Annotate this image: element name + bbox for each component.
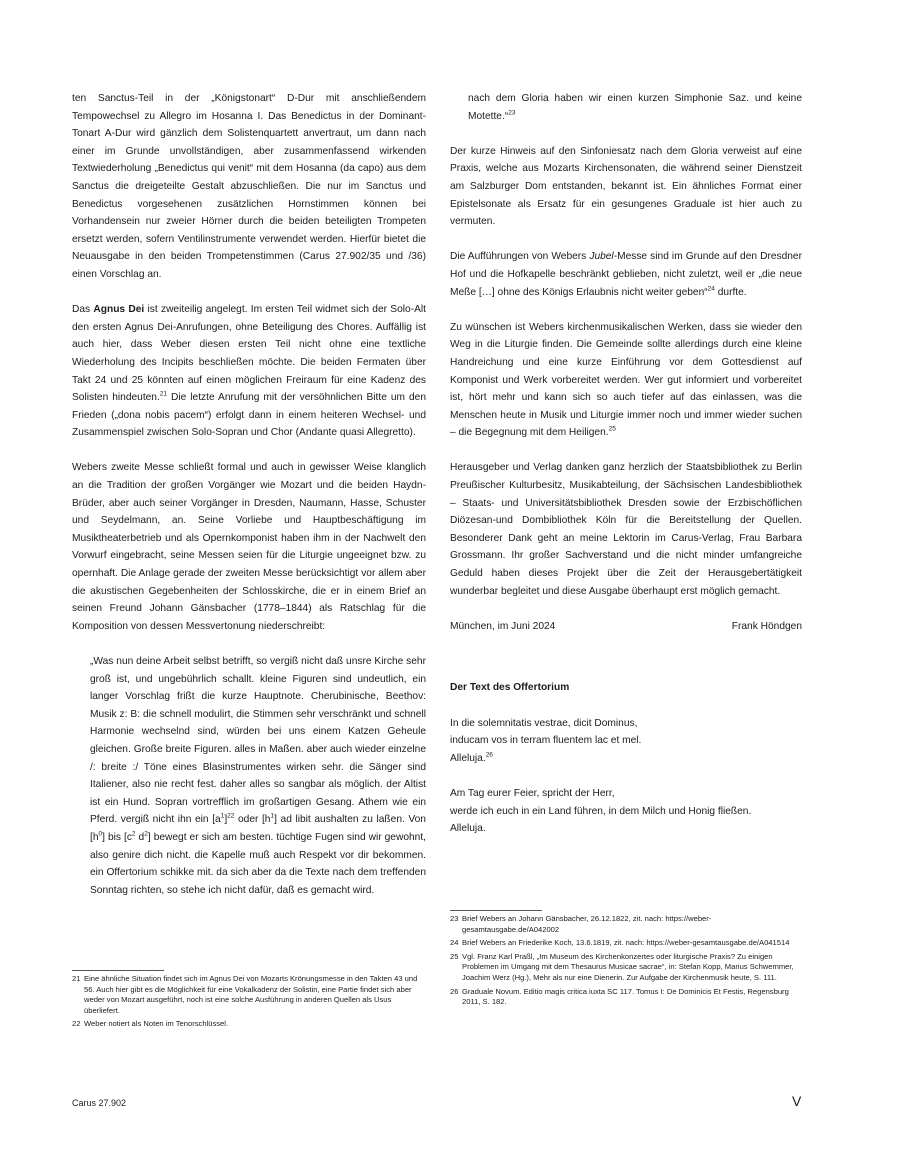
- footnote-text: Eine ähnliche Situation findet sich im Agnus Dei von Mozarts Krönungsmesse in den Takten 43 und 56. Auch hier gibt es die Möglichkeit für eine Vokalkadenz der Solistin, eine Partie findet sich aber weder von Mozart ausgeführt, noch ist eine solche Ausführung in anderen Quellen als Usus überliefert.: [84, 974, 418, 1015]
- footnote-ref-25[interactable]: 25: [608, 425, 616, 433]
- offertorium-heading: Der Text des Offertorium: [450, 682, 570, 694]
- footnote-ref-22[interactable]: 22: [227, 812, 235, 820]
- paragraph-wunsch: [450, 319, 802, 442]
- latin-text: [450, 715, 802, 768]
- text-run: Das: [72, 304, 94, 316]
- footnote-divider: [72, 970, 164, 971]
- paragraph-sanctus: ten Sanctus-Teil in der „Königstonart“ D-Dur mit anschließendem Tempowechsel zu Allegro im Hosanna I. Das Benedictus in der Dominant-Tonart A-Dur wird gänzlich dem Solistenquartett anvertraut, um dann nach einer im Grunde unvollständigen, aber zusammenfassend wirkenden Textwiederholung „Benedictus qui venit“ mit dem Hosanna (da capo) aus dem Sanctus die dreigeteilte Gestalt abzuschließen. Die nur im Sanctus und Benedictus vorgesehenen zusätzlichen Hornstimmen können bei Vorhandensein nur zweier Hörner durch die beiden beteiligten Trompeten ersetzt werden, sofern Ventilinstrumente verwendet werden. Hierfür bietet die Neuausgabe in den beiden Trompetenstimmen (Carus 27.902/35 und /36) einen Vorschlag an.: [72, 93, 426, 280]
- text-run: ] ad libit aushalten zu laßen. Von [h: [90, 814, 426, 843]
- footnote-23: [450, 914, 802, 935]
- text-run: Zu wünschen ist Webers kirchenmusikalischen Werken, dass sie wieder den Weg in die Liturgie finden. Die Gemeinde sollte allerdings durch eine kleine Handreichung und eine kurze Einführung vor dem Gottesdienst auf Komponist und Werk vorbereitet werden. Wer gut informiert und vorbereitet ist, hört mehr und kann sich so auch tiefer auf das einlassen, was die Menschen heute in Musik und Liturgie immer noch und immer wieder suchen – die Begegnung mit dem Heiligen.: [450, 321, 802, 439]
- quote-text: [90, 653, 426, 899]
- german-text: [450, 785, 802, 838]
- catalog-number: Carus 27.902: [72, 1098, 127, 1108]
- footnote-24: [450, 938, 802, 949]
- signature-row: [450, 618, 802, 636]
- footnote-text: Weber notiert als Noten im Tenorschlüssel.: [84, 1019, 229, 1029]
- footnote-number: 22: [72, 1019, 81, 1029]
- paragraph-auffuehrungen: [450, 248, 802, 301]
- latin-line: [450, 750, 802, 768]
- paragraph-dank: Herausgeber und Verlag danken ganz herzlich der Staatsbibliothek zu Berlin Preußischer Kulturbesitz, Musikabteilung, der Sächsischen Landesbibliothek – Staats- und Universitätsbibliothek Dresden sowie der Erzbischöflichen Diözesan-und Dombibliothek Köln für die Bereitstellung der Quellen. Besonderer Dank geht an meine Lektorin im Carus-Verlag, Frau Barbara Grossmann. Ihr großer Sachverstand und die nicht minder umfangreiche Geduld haben dieses Projekt über die Zeit der Herausgebertätigkeit wunderbar begleitet und diese Ausgabe überhaupt erst möglich gemacht.: [450, 462, 802, 597]
- text-run: -Messe sind im Grunde auf den Dresdner Hof und die Hofkapelle beschränkt geblieben, nicht zuletzt, weil er „die neue Meße […] ohne des Königs Erlaubnis nicht weiter geben“: [450, 251, 802, 298]
- footnote-number: 23: [450, 914, 459, 923]
- text-run: ist zweiteilig angelegt. Im ersten Teil widmet sich der Solo-Alt den ersten Agnus Dei-Anrufungen, ohne Beteiligung des Chores. Auffällig ist auch hier, dass Weber diesen ersten Teil nicht ohne eine textliche Wiederholung des Incipits beschließen möchte. Die beiden Fermaten über Takt 24 und 25 könnten auf einen möglichen Freiraum für eine Kadenz des Solisten hindeuten.: [72, 304, 426, 404]
- footnote-text: Brief Webers an Johann Gänsbacher, 26.12.1822, zit. nach: https://weber-gesamtausgabe.de/A042002: [462, 914, 712, 934]
- block-quote: [90, 653, 426, 899]
- text-run: ] bewegt er sich am besten. tüchtige Fugen sind wir gewohnt, also genire dich nicht. die Kapelle muß auch Respekt vor dir bekommen. ein Offertorium schikke mit. da sich aber da die Texte nach dem treffenden Sonntag richten, so stehe ich nicht dafür, daß es gemacht wird.: [90, 831, 426, 896]
- footnote-25: [450, 952, 802, 984]
- footnote-21: [72, 974, 426, 1016]
- agnus-dei-term: Agnus Dei: [93, 304, 145, 316]
- text-run: oder [h: [234, 814, 271, 826]
- text-run: ] bis [c: [102, 831, 132, 843]
- text-run: nach dem Gloria haben wir einen kurzen Simphonie Saz. und keine Motette.“: [468, 93, 802, 122]
- text-run: „Was nun deine Arbeit selbst betrifft, so vergiß nicht daß unsre Kirche sehr groß ist, und ungebührlich schallt. kleine Figuren sind undeutlich, ein langer Vorschlag frißt die kurze Hauptnote. Cherubinische, Beethov: Musik z: B: die schnell modulirt, die Stimmen sehr verschränkt und schnell Harmonie wechselnd sind, würden bei uns einem Katzen Geheule gleichen. Große breite Figuren. alles in Maßen. aber auch wieder einzelne /: breite :/ Töne eines Blasinstrumentes wirken sehr. die Sänger sind Italiener, also nie recht fest. daher alles so sangbar als möglich. der Altist ist ein Hund. Sopran vortrefflich im großartigen Gesang. Athem wie ein Pferd. vergiß nicht ihn ein [a: [90, 656, 426, 826]
- footnote-number: 21: [72, 974, 81, 983]
- footnote-ref-26[interactable]: 26: [485, 751, 493, 759]
- pitch-sup: 0: [98, 830, 103, 838]
- jubel-title: Jubel: [589, 251, 614, 263]
- footnote-ref-23[interactable]: 23: [508, 109, 516, 117]
- pitch-sup: 2: [131, 830, 136, 838]
- footnote-text: Brief Webers an Friederike Koch, 13.6.1819, zit. nach: https://weber-gesamtausgabe.de/A041514: [462, 938, 790, 948]
- text-run: Die letzte Anrufung mit der versöhnlichen Bitte um den Frieden („dona nobis pacem“) erfolgt dann in einem heiteren Wechsel- und Zusammenspiel zwischen Solo-Sopran und Chor (Andante quasi Allegretto).: [72, 392, 426, 439]
- footnote-divider: [450, 910, 542, 911]
- quote-continuation: [468, 90, 802, 125]
- footnote-ref-21[interactable]: 21: [159, 390, 168, 398]
- footnote-number: 26: [450, 986, 459, 996]
- german-line: Alleluja.: [450, 823, 486, 835]
- paragraph-second-mass: Webers zweite Messe schließt formal und auch in gewisser Weise klanglich an die Tradition der großen Vorgänger wie Mozart und die beiden Haydn-Brüder, aber auch seiner Vorgänger in Dresden, Naumann, Hasse, Schuster und Seydelmann, an. Seine Vorliebe und Hauptbeschäftigung im Musiktheaterbetrieb und als Opernkomponist haben ihm in der Nachwelt den Vorwurf eingebracht, seine Messen seien für die Liturgie ungeeignet bzw. zu opernhaft. Die Anlage gerade der zweiten Messe berücksichtigt vor allem aber die akustischen Gegebenheiten der Schlosskirche, die er in einem Brief an seinen Freund Johann Gänsbacher (1778–1844) als Ratschlag für die Komposition von dessen Messvertonung niederschreibt:: [72, 462, 426, 632]
- text-run: d: [135, 831, 145, 843]
- footnote-ref-24[interactable]: 24: [707, 285, 715, 293]
- footnote-number: 25: [450, 951, 459, 961]
- footnotes-left: [72, 970, 426, 1030]
- latin-line: In die solemnitatis vestrae, dicit Dominus,: [450, 717, 638, 729]
- footnotes-right: [450, 910, 802, 1008]
- footnote-26: [450, 987, 802, 1008]
- text-run: ]: [224, 814, 228, 826]
- right-column: [450, 90, 802, 855]
- footnote-text: Graduale Novum. Editio magis critica iuxta SC 117. Tomus I: De Dominicis Et Festis, Regensburg 2011, S. 182.: [462, 986, 789, 1007]
- latin-line: inducam vos in terram fluentem lac et mel.: [450, 735, 642, 747]
- place-date: München, im Juni 2024: [450, 620, 556, 632]
- paragraph-agnus-dei: [72, 301, 426, 442]
- paragraph-sinfoniesatz: Der kurze Hinweis auf den Sinfoniesatz nach dem Gloria verweist auf eine Praxis, welche aus Mozarts Kirchensonaten, die während seiner Dienstzeit am Salzburger Dom entstanden, bekannt ist. Ein ähnliches Format einer Epistelsonate als Ersatz für ein gesungenes Graduale ist hier auch zu vermuten.: [450, 145, 802, 228]
- text-run: Die Aufführungen von Webers: [450, 251, 590, 263]
- pitch-sup: 1: [270, 812, 275, 820]
- page-number: V: [792, 1093, 802, 1109]
- footnote-22: [72, 1019, 426, 1030]
- pitch-sup: 2: [144, 830, 148, 838]
- german-line: werde ich euch in ein Land führen, in dem Milch und Honig fließen.: [450, 805, 752, 817]
- author-name: Frank Höndgen: [731, 620, 802, 632]
- pitch-sup: 1: [220, 812, 225, 820]
- footnote-number: 24: [450, 938, 459, 948]
- text-run: Alleluja.: [450, 752, 486, 764]
- text-run: durfte.: [714, 286, 747, 298]
- footnote-text: Vgl. Franz Karl Praßl, „Im Museum des Kirchenkonzertes oder liturgische Praxis? Zu einigen Problemen im Umgang mit dem Thesaurus Musicae sacrae“, in: Stefan Kopp, Marius Schwemmer, Joachim Werz (Hg.), Mehr als nur eine Dienerin. Zur Aufgabe der Kirchenmusik heute, S. 111.: [462, 951, 794, 982]
- german-line: Am Tag eurer Feier, spricht der Herr,: [450, 787, 615, 799]
- left-column: [72, 90, 426, 899]
